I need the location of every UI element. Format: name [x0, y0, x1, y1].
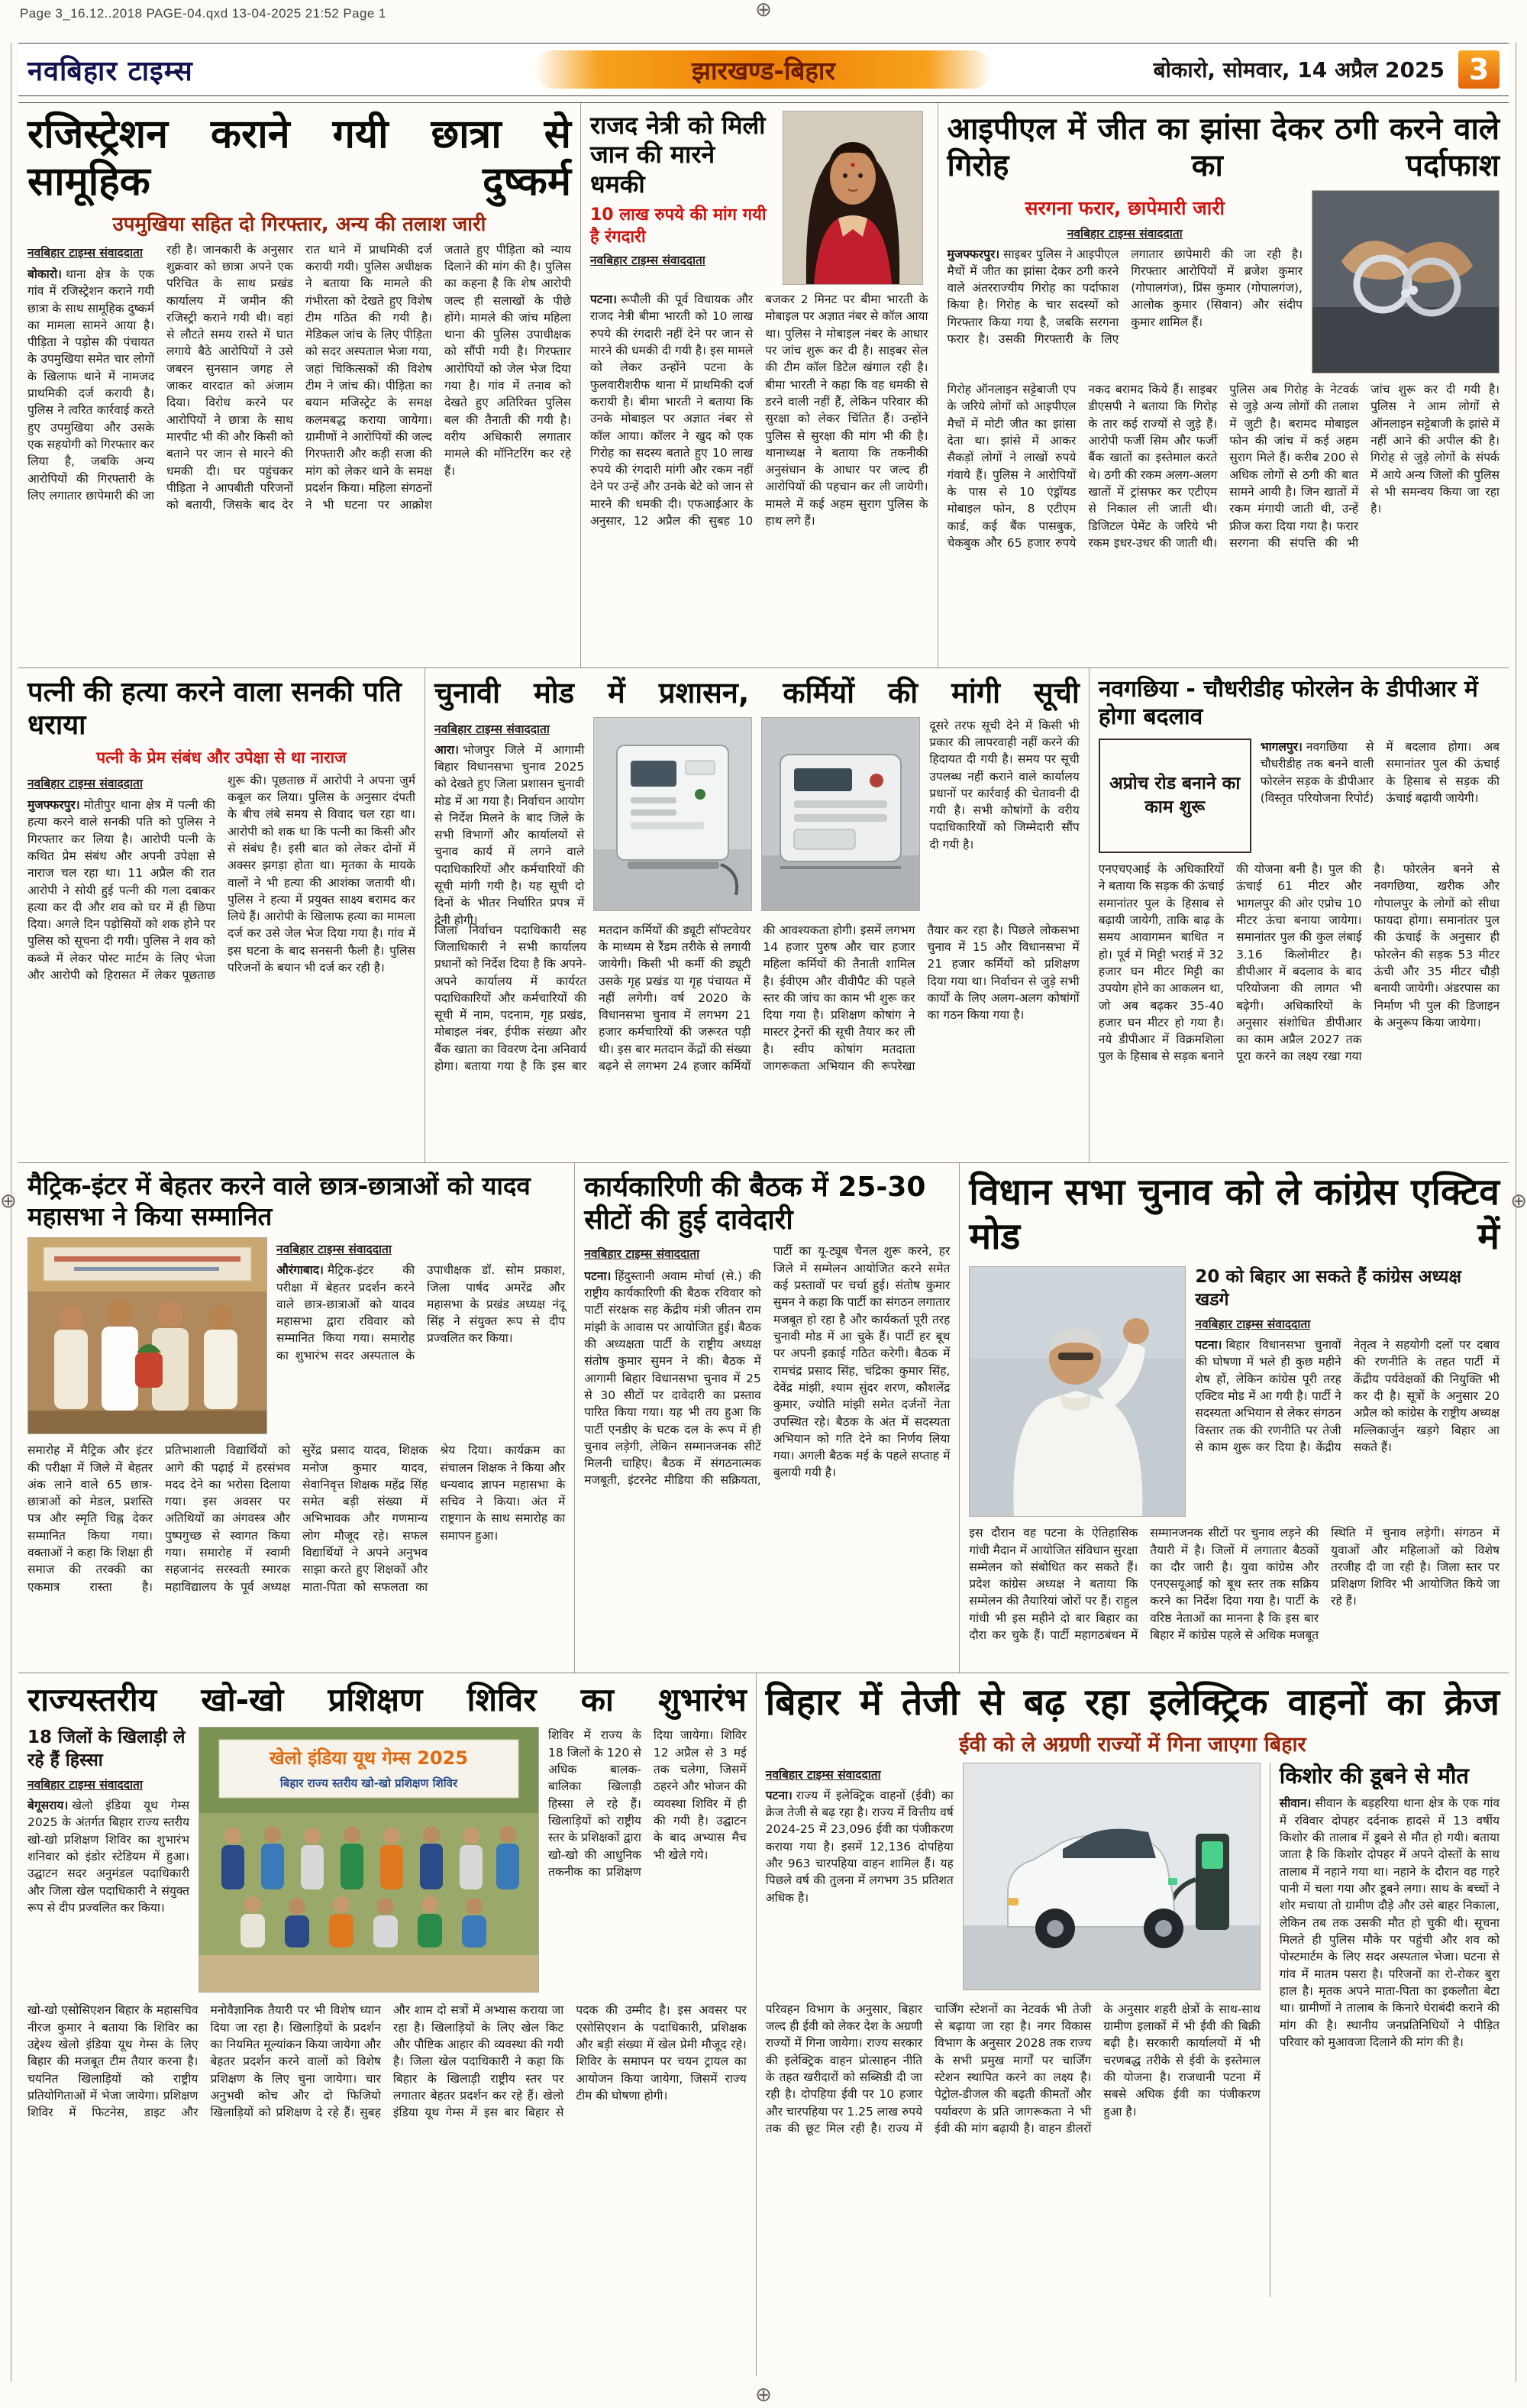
felicitation-photo	[27, 1237, 267, 1434]
kicker: ईवी को ले अग्रणी राज्यों में गिना जाएगा बिहार	[959, 1732, 1306, 1757]
headline: विधान सभा चुनाव को ले कांग्रेस एक्टिव मोड में	[969, 1171, 1500, 1258]
page-number-badge: 3	[1458, 50, 1500, 89]
sub-article-drowning	[1270, 1763, 1500, 2297]
body-text: एनएचएआई के अधिकारियों ने बताया कि सड़क की ऊंचाई समानांतर पुल के हिसाब से बढ़ायी जायेगी, ताकि बाढ़ के समय आवागमन बाधित न हो। पूर्व में मिट्टी भराई में 32 हजार घन मीटर मिट्टी का उपयोग होने का आकलन था, जो अब बढ़कर 35-40 हजार घन मीटर हो गया है। नये डीपीआर में विक्रमशिला पुल के हिसाब से सड़क बनाने की योजना बनी है। पुल की ऊंचाई 61 मीटर और भागलपुर की ओर एप्रोच 10 मीटर ऊंचा बनाया जायेगा। समानांतर पुल की कुल लंबाई 3.16 किलोमीटर है। डीपीआर में बदलाव के बाद परियोजना की लागत भी बढ़ेगी। अधिकारियों के अनुसार संशोधित डीपीआर का काम अप्रैल 2027 तक पूरा करने का लक्ष्य रखा गया है। फोरलेन बनने से नवगछिया, खरीक और गोपालपुर के लोगों को सीधा फायदा होगा। समानांतर पुल की ऊंचाई के अनुसार ही फोरलेन की सड़क 53 मीटर ऊंची और 35 मीटर चौड़ी बनायी जायेगी। अंडरपास का निर्माण भी पुल की डिजाइन के अनुरूप किया जायेगा।	[1098, 862, 1500, 1064]
headline: मैट्रिक-इंटर में बेहतर करने वाले छात्र-छात्राओं को यादव महासभा ने किया सम्मानित	[27, 1171, 531, 1231]
woman-portrait-illustration	[783, 112, 922, 284]
evm-photo-left	[593, 717, 752, 911]
article-ipl-fraud	[938, 103, 1509, 668]
dateline: भागलपुर।	[1260, 740, 1303, 754]
lead-subhead: 18 जिलों के खिलाड़ी ले रहे हैं हिस्सा	[27, 1728, 186, 1771]
award-ceremony-illustration	[28, 1238, 266, 1433]
dateline: बोकारो।	[27, 267, 63, 281]
dateline: पटना।	[765, 1788, 793, 1802]
article-body	[27, 2002, 747, 2353]
registration-mark-top: ⊕	[755, 0, 772, 21]
byline: नवबिहार टाइम्स संवाददाता	[27, 776, 143, 790]
section-name: झारखण्ड-बिहार	[692, 55, 835, 86]
row-top	[18, 102, 1509, 668]
body-text: समारोह में मैट्रिक और इंटर की परीक्षा में जिले में बेहतर अंक लाने वाले 65 छात्र-छात्राओं को मेडल, प्रशस्ति पत्र और स्मृति चिह्न देकर सम्मानित किया गया। वक्ताओं ने कहा कि शिक्षा ही समाज की तरक्की का एकमात्र रास्ता है। प्रतिभाशाली विद्यार्थियों को आगे की पढ़ाई में हरसंभव मदद देने का भरोसा दिलाया गया। इस अवसर पर अतिथियों का अंगवस्त्र और पुष्पगुच्छ से स्वागत किया गया। समारोह में स्वामी सहजानंद सरस्वती स्मारक महाविद्यालय के पूर्व अध्यक्ष सुरेंद्र प्रसाद यादव, शिक्षक मनोज कुमार यादव, सेवानिवृत्त शिक्षक महेंद्र सिंह समेत बड़ी संख्या में अभिभावक और गणमान्य लोग मौजूद रहे। सफल विद्यार्थियों ने अपने अनुभव साझा करते हुए शिक्षकों और माता-पिता को सफलता का श्रेय दिया। कार्यक्रम का संचालन शिक्षक ने किया और धन्यवाद ज्ञापन महासभा के सचिव ने किया। अंत में राष्ट्रगान के साथ समारोह का समापन हुआ।	[27, 1443, 566, 1594]
evm-machine-illustration	[594, 718, 751, 910]
article-congress-active	[959, 1163, 1509, 1673]
registration-mark-bottom: ⊕	[755, 2384, 772, 2406]
body-text: इस दौरान वह पटना के ऐतिहासिक गांधी मैदान में आयोजित संविधान सुरक्षा सम्मेलन को संबोधित कर सकते हैं। प्रदेश कांग्रेस अध्यक्ष ने बताया कि सम्मेलन की तैयारियां जोरों पर हैं। राहुल गांधी भी इस महीने दो बार बिहार का दौरा कर चुके हैं। पार्टी महागठबंधन में सम्मानजनक सीटों पर चुनाव लड़ने की तैयारी में है। जिलों में लगातार बैठकों का दौर जारी है। युवा कांग्रेस और एनएसयूआई को बूथ स्तर तक सक्रिय करने का निर्देश दिया गया है। पार्टी के वरिष्ठ नेताओं का मानना है कि इस बार बिहार में कांग्रेस पहले से अधिक मजबूत स्थिति में चुनाव लड़ेगी। संगठन में युवाओं और महिलाओं को विशेष तरजीह दी जा रही है। जिला स्तर पर प्रशिक्षण शिविर भी आयोजित किये जा रहे हैं।	[969, 1526, 1500, 1643]
byline: नवबिहार टाइम्स संवाददाता	[584, 1247, 700, 1262]
article-body	[948, 381, 1500, 638]
article-lead	[1261, 739, 1500, 853]
headline: बिहार में तेजी से बढ़ रहा इलेक्ट्रिक वाहनों का क्रेज	[765, 1681, 1500, 1724]
article-body	[1099, 861, 1500, 1151]
print-meta-line: Page 3_16.12..2018 PAGE-04.qxd 13-04-2025 21:52 Page 1	[20, 6, 386, 21]
evm-photo-right	[761, 717, 920, 911]
body-text: नवगछिया से चौधरीडीह तक बनने वाली फोरलेन सड़क के डीपीआर (विस्तृत परियोजना रिपोर्ट) में बदलाव होगा। अब समानांतर पुल की ऊंचाई के हिसाब से सड़क की ऊंचाई बढ़ायी जायेगी।	[1260, 740, 1500, 805]
handcuffs-photo	[1312, 190, 1500, 373]
article-wife-murder	[18, 668, 425, 1163]
headline: नवगछिया - चौधरीडीह फोरलेन के डीपीआर में होगा बदलाव	[1098, 676, 1478, 730]
body-text: मैट्रिक-इंटर की परीक्षा में बेहतर प्रदर्शन करने वाले छात्र-छात्राओं को यादव महासभा द्वारा रविवार को सम्मानित किया गया। समारोह का शुभारंभ सदर अस्पताल के उपाधीक्षक डॉ. सोम प्रकाश, जिला पार्षद अमरेंद्र और महासभा के प्रखंड अध्यक्ष नंदू सिंह ने संयुक्त रूप से दीप प्रज्वलित कर किया।	[276, 1263, 566, 1362]
body-text: रूपौली की पूर्व विधायक और राजद नेत्री बीमा भारती को 10 लाख रुपये की रंगदारी नहीं देने पर जान से मारने की धमकी दी गयी है। इस मामले को लेकर उन्होंने पटना के फुलवारीशरीफ थाना में प्राथमिकी दर्ज करायी है। बीमा भारती ने बताया कि उनके मोबाइल पर अज्ञात नंबर से कॉल आया। कॉलर ने खुद को एक गिरोह का सदस्य बताते हुए 10 लाख रुपये की रंगदारी मांगी और रकम नहीं देने पर उन्हें और उनके बेटे को जान से मारने की धमकी दी। एफआईआर के अनुसार, 12 अप्रैल की सुबह 10 बजकर 2 मिनट पर बीमा भारती के मोबाइल पर अज्ञात नंबर से कॉल आया था। पुलिस ने मोबाइल नंबर के आधार पर जांच शुरू कर दी है। साइबर सेल की टीम कॉल डिटेल खंगाल रही है। बीमा भारती ने कहा कि वह धमकी से डरने वाली नहीं हैं, लेकिन परिवार की सुरक्षा को लेकर चिंतित हैं। उन्होंने पुलिस से सुरक्षा की मांग भी की है। थानाध्यक्ष ने बताया कि तकनीकी अनुसंधान के आधार पर जल्द ही आरोपियों की पहचान कर ली जायेगी। मामले में कई अहम सुराग पुलिस के हाथ लगे हैं।	[589, 293, 928, 528]
row-bottom	[18, 1673, 1509, 2376]
article-side-text	[929, 717, 1079, 910]
body-text: शिविर में राज्य के 18 जिलों के 120 से अधिक बालक-बालिका खिलाड़ी हिस्सा ले रहे हैं। खिलाड़ियों को राष्ट्रीय स्तर के प्रशिक्षकों द्वारा खो-खो की आधुनिक तकनीक का प्रशिक्षण दिया जायेगा। शिविर 12 अप्रैल से 3 मई तक चलेगा, जिसमें ठहरने और भोजन की व्यवस्था शिविर में ही की गयी है। उद्घाटन के बाद अभ्यास मैच भी खेले गये।	[548, 1728, 747, 1879]
row-second	[18, 667, 1509, 1163]
article-body	[434, 922, 1080, 1142]
body-text: बिहार विधानसभा चुनावों की घोषणा में भले ही कुछ महीने शेष हों, लेकिन कांग्रेस पूरी तरह एक्टिव मोड में आ गयी है। पार्टी ने सदस्यता अभियान से लेकर संगठन विस्तार तक की रणनीति पर तेजी से काम शुरू कर दिया है। केंद्रीय नेतृत्व ने सहयोगी दलों पर दबाव की रणनीति के तहत पार्टी में केंद्रीय पर्यवेक्षकों की नियुक्ति भी कर दी है। सूत्रों के अनुसार 20 अप्रैल को कांग्रेस के राष्ट्रीय अध्यक्ष मल्लिकार्जुन खड़गे बिहार आ सकते हैं।	[1195, 1337, 1500, 1454]
masthead	[18, 43, 1509, 96]
body-text: जिला निर्वाचन पदाधिकारी सह जिलाधिकारी ने सभी कार्यालय प्रधानों को निर्देश दिया है कि अपने-अपने कार्यालय में कार्यरत पदाधिकारियों और कर्मचारियों की सूची में नाम, पदनाम, गृह प्रखंड, मोबाइल नंबर, ईपीक संख्या और बैंक खाता का विवरण देना अनिवार्य होगा। बताया गया है कि इस बार मतदान कर्मियों की ड्यूटी सॉफ्टवेयर के माध्यम से रैंडम तरीके से लगायी जायेगी। किसी भी कर्मी की ड्यूटी उसके गृह प्रखंड या गृह पंचायत में नहीं लगेगी। वर्ष 2020 के विधानसभा चुनाव में लगभग 21 हजार कर्मचारियों की जरूरत पड़ी थी। इस बार मतदान केंद्रों की संख्या बढ़ने से लगभग 24 हजार कर्मियों की आवश्यकता होगी। इसमें लगभग 14 हजार पुरुष और चार हजार महिला कर्मियों की तैनाती शामिल है। ईवीएम और वीवीपैट की पहले स्तर की जांच का काम भी शुरू कर दिया गया है। प्रशिक्षण कोषांग ने मास्टर ट्रेनरों की सूची तैयार कर ली है। स्वीप कोषांग मतदाता जागरूकता अभियान की रूपरेखा तैयार कर रहा है। पिछले लोकसभा चुनाव में 15 और विधानसभा में 21 हजार कर्मियों को प्रशिक्षण दिया गया था। निर्वाचन से जुड़े सभी कार्यों के लिए अलग-अलग कोषांगों का गठन किया गया है।	[434, 923, 1080, 1074]
waving-leader-illustration	[970, 1267, 1185, 1516]
byline: नवबिहार टाइम्स संवाददाता	[765, 1767, 881, 1782]
body-text: खेलो इंडिया यूथ गेम्स 2025 के अंतर्गत बिहार राज्य स्तरीय खो-खो प्रशिक्षण शिविर का शुभारंभ शनिवार को इंडोर स्टेडियम में हुआ। उद्घाटन सदर अनुमंडल पदाधिकारी और जिला खेल पदाधिकारी ने संयुक्त रूप से दीप प्रज्वलित कर किया।	[27, 1799, 189, 1915]
evm-control-unit-illustration	[762, 718, 919, 910]
body-text: मोतीपुर थाना क्षेत्र में पत्नी की हत्या करने वाले सनकी पति को पुलिस ने गिरफ्तार कर लिया है। आरोपी पत्नी के कथित प्रेम संबंध और अपनी उपेक्षा से नाराज चल रहा था। 11 अप्रैल की रात आरोपी ने सोयी हुई पत्नी की गला दबाकर हत्या कर दी और शव को घर में ही छिपा दिया। अगले दिन पड़ोसियों को शक होने पर पुलिस को सूचना दी गयी। पुलिस ने शव को कब्जे में लेकर पोस्ट मार्टम के लिए भेजा और आरोपी को हिरासत में लेकर पूछताछ शुरू की। पूछताछ में आरोपी ने अपना जुर्म कबूल कर लिया। पुलिस के अनुसार दंपती के बीच लंबे समय से विवाद चल रहा था। आरोपी को शक था कि पत्नी का किसी और से संबंध है। इसी बात को लेकर दोनों में अक्सर झगड़ा होता था। मृतका के मायके वालों ने भी हत्या की आशंका जतायी थी। पुलिस ने हत्या में प्रयुक्त साक्ष्य बरामद कर लिये हैं। आरोपी के खिलाफ हत्या का मामला दर्ज कर उसे जेल भेज दिया गया है। गांव में इस घटना के बाद सनसनी फैली है। पुलिस परिजनों के बयान भी दर्ज कर रही है।	[27, 773, 415, 983]
electric-car-illustration	[964, 1763, 1260, 1989]
article-lead	[27, 1797, 189, 1980]
body-text: भोजपुर जिले में आगामी बिहार विधानसभा चुनाव 2025 को देखते हुए जिला प्रशासन चुनावी मोड में आ गया है। निर्वाचन आयोग से निर्देश मिलने के बाद जिले के सभी विभागों और कार्यालयों से चुनाव कार्य में लगने वाले पदाधिकारियों और कर्मचारियों की सूची मांगी गयी है। यह सूची दो दिनों के भीतर निर्धारित प्रपत्र में देनी होगी।	[434, 742, 585, 927]
registration-mark-left: ⊕	[0, 1190, 17, 1213]
khokho-group-photo	[199, 1727, 539, 1993]
article-ham-meeting	[574, 1163, 959, 1673]
byline: नवबिहार टाइम्स संवाददाता	[1195, 1317, 1311, 1331]
article-lead	[276, 1262, 565, 1433]
article-lead	[766, 1787, 954, 1992]
byline: नवबिहार टाइम्स संवाददाता	[27, 1778, 143, 1792]
dateline: बेगूसराय।	[27, 1799, 69, 1813]
body-text: परिवहन विभाग के अनुसार, बिहार जल्द ही ईवी को लेकर देश के अग्रणी राज्यों में गिना जायेगा। राज्य सरकार की इलेक्ट्रिक वाहन प्रोत्साहन नीति के तहत खरीदारों को सब्सिडी दी जा रही है। दोपहिया ईवी पर 10 हजार और चारपहिया पर 1.25 लाख रुपये तक की छूट मिल रही है। राज्य में चार्जिंग स्टेशनों का नेटवर्क भी तेजी से बढ़ाया जा रहा है। नगर विकास विभाग के अनुसार 2028 तक राज्य के सभी प्रमुख मार्गों पर चार्जिंग स्टेशन स्थापित करने का लक्ष्य है। पेट्रोल-डीजल की बढ़ती कीमतों और पर्यावरण के प्रति जागरूकता ने भी ईवी की मांग बढ़ायी है। वाहन डीलरों के अनुसार शहरी क्षेत्रों के साथ-साथ ग्रामीण इलाकों में भी ईवी की बिक्री बढ़ी है। सरकारी कार्यालयों में भी चरणबद्ध तरीके से ईवी के इस्तेमाल की योजना है। राजधानी पटना में सबसे अधिक ईवी का पंजीकरण हुआ है।	[765, 2002, 1261, 2135]
dateline: पटना।	[584, 1269, 612, 1283]
box-subhead: अप्रोच रोड बनाने का काम शुरू	[1099, 739, 1251, 853]
body-text: सीवान के बड़हरिया थाना क्षेत्र के एक गांव में रविवार दोपहर दर्दनाक हादसे में 13 वर्षीय किशोर की तालाब में डूबने से मौत हो गयी। बताया जाता है कि किशोर दोपहर में अपने दोस्तों के साथ तालाब में नहाने गया था। नहाने के दौरान वह गहरे पानी में चला गया और डूबने लगा। साथ के बच्चों ने शोर मचाया तो ग्रामीण दौड़े और उसे बाहर निकाला, लेकिन तब तक उसकी मौत हो चुकी थी। सूचना मिलते ही पुलिस मौके पर पहुंची और शव को पोस्टमार्टम के लिए सदर अस्पताल भेजा। घटना से गांव में मातम पसरा है। परिजनों का रो-रोकर बुरा हाल है। मृतक अपने माता-पिता का इकलौता बेटा था। ग्रामीणों ने तालाब के किनारे घेराबंदी कराने की मांग की है। स्थानीय जनप्रतिनिधियों ने पीड़ित परिवार को मुआवजा दिलाने की मांग की है।	[1279, 1796, 1500, 2049]
byline: नवबिहार टाइम्स संवाददाता	[434, 722, 550, 736]
byline: नवबिहार टाइम्स संवाददाता	[589, 254, 705, 268]
dateline: सीवान।	[1279, 1796, 1312, 1811]
headline: आइपीएल में जीत का झांसा देकर ठगी करने वाले गिरोह का पर्दाफाश	[947, 112, 1500, 183]
ev-car-photo	[963, 1763, 1261, 1990]
article-body	[590, 291, 928, 625]
article-lead	[1195, 1337, 1500, 1509]
article-ev-craze	[756, 1673, 1509, 2376]
body-text: हिंदुस्तानी अवाम मोर्चा (से.) की राष्ट्रीय कार्यकारिणी की बैठक रविवार को पार्टी संरक्षक सह केंद्रीय मंत्री जीतन राम मांझी के आवास पर आयोजित हुई। बैठक की अध्यक्षता पार्टी के राष्ट्रीय अध्यक्ष संतोष कुमार सुमन ने की। बैठक में आगामी बिहार विधानसभा चुनाव में 25 से 30 सीटों पर दावेदारी का प्रस्ताव पारित किया गया। यह भी तय हुआ कि पार्टी एनडीए के घटक दल के रूप में ही चुनाव लड़ेगी, लेकिन सम्मानजनक सीटें मिलनी चाहिए। बैठक में संगठनात्मक मजबूती, इंटरनेट मीडिया की सक्रियता, पार्टी का यू-ट्यूब चैनल शुरू करने, हर जिले में सम्मेलन आयोजित करने समेत कई प्रस्तावों पर चर्चा हुई। संतोष कुमार सुमन ने कहा कि पार्टी का संगठन लगातार मजबूत हो रहा है और कार्यकर्ता पूरी तरह चुनावी मोड में आ चुके हैं। पार्टी हर बूथ पर अपनी इकाई गठित करेगी। बैठक में रामचंद्र प्रसाद सिंह, चंद्रिका कुमार सिंह, देवेंद्र मांझी, श्याम सुंदर शरण, कौशलेंद्र कुमार, ज्योति मांझी समेत दर्जनों नेता उपस्थित रहे। बैठक के अंत में सदस्यता अभियान को गति देने का निर्णय लिया गया। अगली बैठक मई के पहले सप्ताह में बुलायी गयी है।	[584, 1244, 951, 1488]
edition-date: बोकारो, सोमवार, 14 अप्रैल 2025	[1153, 57, 1445, 82]
headline: पत्नी की हत्या करने वाला सनकी पति धराया	[27, 677, 402, 742]
body-text: गिरोह ऑनलाइन सट्टेबाजी एप के जरिये लोगों को आइपीएल मैचों में मोटी जीत का झांसा देता था। झांसे में आकर सैकड़ों लोगों ने लाखों रुपये गंवाये हैं। पुलिस ने आरोपियों के पास से 10 एंड्रॉयड मोबाइल फोन, 8 एटीएम कार्ड, कई बैंक पासबुक, चेकबुक और 65 हजार रुपये नकद बरामद किये हैं। साइबर डीएसपी ने बताया कि गिरोह के तार कई राज्यों से जुड़े हैं। आरोपी फर्जी सिम और फर्जी बैंक खातों का इस्तेमाल करते थे। ठगी की रकम अलग-अलग खातों में ट्रांसफर कर एटीएम से निकाल ली जाती थी। डिजिटल पेमेंट के जरिये भी रकम इधर-उधर की जाती थी। पुलिस अब गिरोह के नेटवर्क से जुड़े अन्य लोगों की तलाश में जुटी है। बरामद मोबाइल फोन की जांच में कई अहम सुराग मिले हैं। करीब 200 से अधिक लोगों से ठगी की बात सामने आयी है। जिन खातों में रकम मंगायी जाती थी, उन्हें फ्रीज करा दिया गया है। फरार सरगना की संपत्ति की भी जांच शुरू कर दी गयी है। पुलिस ने आम लोगों से ऑनलाइन सट्टेबाजी के झांसे में नहीं आने की अपील की है। गिरोह से जुड़े लोगों के संपर्क में आये अन्य जिलों की पुलिस से भी समन्वय किया जा रहा है।	[947, 383, 1500, 550]
article-felicitation	[18, 1163, 574, 1673]
article-body	[766, 2001, 1261, 2297]
article-election-mode	[425, 668, 1089, 1163]
body-text: राज्य में इलेक्ट्रिक वाहनों (ईवी) का क्रेज तेजी से बढ़ रहा है। राज्य में वित्तीय वर्ष 2024-25 में 23,096 ईवी का पंजीकरण कराया गया है। इसमें 12,136 दोपहिया और 963 चारपहिया वाहन शामिल हैं। यह पिछले वर्ष की तुलना में लगभग 35 प्रतिशत अधिक है।	[765, 1788, 954, 1905]
section-ribbon	[534, 50, 993, 89]
dateline: मुजफ्फरपुर।	[947, 247, 1000, 261]
article-body	[969, 1524, 1500, 1645]
article-body	[27, 772, 415, 1145]
subhead: सरगना फरार, छापेमारी जारी	[1025, 197, 1225, 219]
article-side-text	[548, 1727, 747, 1991]
dateline: मुजफ्फरपुर।	[27, 797, 80, 812]
headline: राज्यस्तरीय खो-खो प्रशिक्षण शिविर का शुभारंभ	[27, 1681, 747, 1718]
paper-name: नवबिहार टाइम्स	[27, 55, 193, 87]
dateline: औरंगाबाद।	[276, 1263, 324, 1278]
body-text: दूसरे तरफ सूची देने में किसी भी प्रकार की लापरवाही नहीं करने की हिदायत दी गयी है। समय पर सूची उपलब्ध नहीं कराने वाले कार्यालय प्रधानों पर कार्रवाई की चेतावनी दी गयी है। सभी कोषांगों के वरीय पदाधिकारियों को जिम्मेदारी सौंप दी गयी है।	[929, 718, 1080, 852]
body-text: साइबर पुलिस ने आइपीएल मैचों में जीत का झांसा देकर ठगी करने वाले अंतरराज्यीय गिरोह का पर्दाफाश किया है। गिरोह के चार सदस्यों को गिरफ्तार किया गया है, जबकि सरगना फरार है। उसकी गिरफ्तारी के लिए लगातार छापेमारी की जा रही है। गिरफ्तार आरोपियों में ब्रजेश कुमार (गोपालगंज), प्रिंस कुमार (गोपालगंज), आलोक कुमार (सिवान) और संदीप कुमार शामिल हैं।	[947, 247, 1303, 347]
article-lead	[948, 246, 1303, 370]
subhead: पत्नी के प्रेम संबंध और उपेक्षा से था नाराज	[96, 748, 347, 768]
body-text: खो-खो एसोसिएशन बिहार के महासचिव नीरज कुमार ने बताया कि शिविर का उद्देश्य खेलो इंडिया यूथ गेम्स के लिए बिहार की मजबूत टीम तैयार करना है। चयनित खिलाड़ियों को राष्ट्रीय प्रतियोगिताओं में भेजा जायेगा। प्रशिक्षण शिविर में फिटनेस, डाइट और मनोवैज्ञानिक तैयारी पर भी विशेष ध्यान दिया जा रहा है। खिलाड़ियों के प्रदर्शन का नियमित मूल्यांकन किया जायेगा और बेहतर प्रदर्शन करने वालों को विशेष प्रशिक्षण के लिए चुना जायेगा। चार अनुभवी कोच और दो फिजियो खिलाड़ियों को प्रशिक्षण दे रहे हैं। सुबह और शाम दो सत्रों में अभ्यास कराया जा रहा है। खिलाड़ियों के लिए खेल किट और पौष्टिक आहार की व्यवस्था की गयी है। जिला खेल पदाधिकारी ने कहा कि बिहार के खिलाड़ी राष्ट्रीय स्तर पर लगातार बेहतर प्रदर्शन कर रहे हैं। खेलो इंडिया यूथ गेम्स में इस बार बिहार से पदक की उम्मीद है। इस अवसर पर एसोसिएशन के पदाधिकारी, प्रशिक्षक और बड़ी संख्या में खेल प्रेमी मौजूद रहे। शिविर के समापन पर चयन ट्रायल का आयोजन किया जायेगा, जिसमें राज्य टीम की घोषणा होगी।	[27, 2003, 747, 2120]
article-fourlane-dpr	[1089, 668, 1509, 1163]
dateline: पटना।	[589, 293, 618, 306]
dateline: पटना।	[1195, 1337, 1222, 1352]
article-gangrape	[18, 103, 580, 668]
crosshead: 20 को बिहार आ सकते हैं कांग्रेस अध्यक्ष खडगे	[1195, 1267, 1461, 1311]
article-body	[1280, 1795, 1500, 2267]
byline: नवबिहार टाइम्स संवाददाता	[276, 1243, 392, 1257]
photo-banner-line1: खेलो इंडिया यूथ गेम्स 2025	[269, 1747, 469, 1770]
subhead: उपमुखिया सहित दो गिरफ्तार, अन्य की तलाश जारी	[112, 212, 486, 236]
byline: नवबिहार टाइम्स संवाददाता	[27, 245, 143, 260]
dateline: आरा।	[434, 742, 460, 757]
byline: नवबिहार टाइम्स संवाददाता	[1067, 226, 1183, 241]
row-third	[18, 1162, 1509, 1673]
article-khokho-camp	[18, 1673, 756, 2376]
article-lead	[434, 742, 585, 927]
congress-leader-photo	[969, 1266, 1186, 1517]
body-text: थाना क्षेत्र के एक गांव में रजिस्ट्रेशन कराने गयी छात्रा के साथ सामूहिक दुष्कर्म का मामला सामने आया है। पीड़िता ने पड़ोस की पंचायत के उपमुखिया समेत चार लोगों के खिलाफ थाने में नामजद प्राथमिकी दर्ज करायी है। पुलिस ने त्वरित कार्रवाई करते हुए उपमुखिया और उसके एक सहयोगी को गिरफ्तार कर लिया है, जबकि अन्य आरोपियों की गिरफ्तारी के लिए लगातार छापेमारी की जा रही है। जानकारी के अनुसार शुक्रवार को छात्रा अपने एक परिचित के साथ प्रखंड कार्यालय में जमीन की रजिस्ट्री कराने गयी थी। वहां से लौटते समय रास्ते में घात लगाये बैठे आरोपियों ने उसे जबरन सुनसान जगह ले जाकर वारदात को अंजाम दिया। विरोध करने पर आरोपियों ने छात्रा के साथ मारपीट भी की और किसी को बताने पर जान से मारने की धमकी दी। घर पहुंचकर पीड़िता ने आपबीती परिजनों को बतायी, जिसके बाद देर रात थाने में प्राथमिकी दर्ज करायी गयी। पुलिस अधीक्षक ने बताया कि मामले की गंभीरता को देखते हुए विशेष टीम गठित की गयी है। मेडिकल जांच के लिए पीड़िता को सदर अस्पताल भेजा गया, जहां चिकित्सकों की विशेष टीम ने जांच की। पीड़िता का बयान मजिस्ट्रेट के समक्ष कलमबद्ध कराया जायेगा। ग्रामीणों ने आरोपियों की जल्द गिरफ्तारी और कड़ी सजा की मांग को लेकर थाने के समक्ष प्रदर्शन किया। महिला संगठनों ने भी घटना पर आक्रोश जताते हुए पीड़िता को न्याय दिलाने की मांग की है। पुलिस का कहना है कि शेष आरोपी जल्द ही सलाखों के पीछे होंगे। मामले की जांच महिला थाना की पुलिस उपाधीक्षक को सौंपी गयी है। गिरफ्तार आरोपियों को जेल भेज दिया गया है। गांव में तनाव को देखते हुए अतिरिक्त पुलिस बल की तैनाती की गयी है। वरीय अधिकारी लगातार मामले की मॉनिटरिंग कर रहे हैं।	[27, 242, 571, 512]
registration-mark-right: ⊕	[1510, 1190, 1527, 1213]
kicker: 10 लाख रुपये की मांग गयी है रंगदारी	[589, 205, 767, 247]
handcuffs-illustration	[1312, 191, 1499, 373]
headline: राजद नेत्री को मिली जान की मारने धमकी	[589, 111, 766, 199]
masthead-right	[1154, 50, 1500, 89]
headline: रजिस्ट्रेशन कराने गयी छात्रा से सामूहिक दुष्कर्म	[27, 112, 571, 205]
article-body	[27, 241, 571, 628]
players-group-illustration	[199, 1728, 538, 1992]
article-body	[27, 1442, 565, 1663]
headline: किशोर की डूबने से मौत	[1279, 1762, 1469, 1789]
photo-banner-line2: बिहार राज्य स्तरीय खो-खो प्रशिक्षण शिविर	[279, 1776, 458, 1791]
headline: चुनावी मोड में प्रशासन, कर्मियों की मांगी सूची	[434, 676, 1080, 709]
rjd-leader-photo	[783, 111, 923, 285]
headline: कार्यकारिणी की बैठक में 25-30 सीटों की हुई दावेदारी	[584, 1172, 926, 1236]
article-body	[584, 1243, 950, 1634]
article-rjd-threat	[580, 103, 938, 668]
